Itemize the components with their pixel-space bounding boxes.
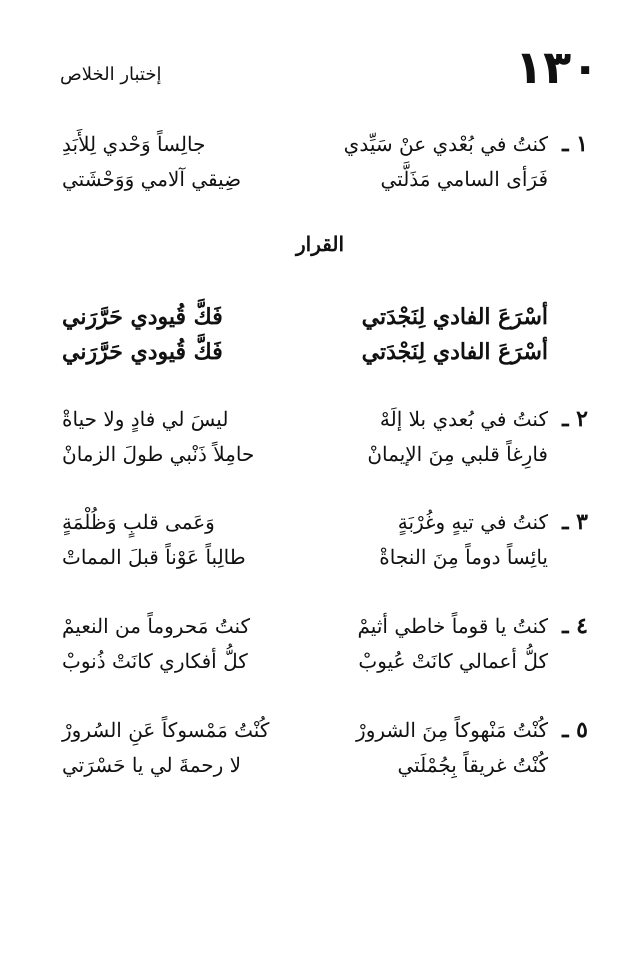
verse-5-line-1-left: كُنْتُ مَمْسوكاً عَنِ السُرورْ <box>62 718 270 742</box>
verse-5-line-2-right: كُنْتُ غريقاً بِجُمْلَتي <box>397 753 548 777</box>
verse-2-line-1-left: ليسَ لي فادٍ ولا حياةْ <box>62 407 229 431</box>
verse-1-line-2-left: ضِيقي آلامي وَوَحْشَتي <box>62 167 242 191</box>
verse-1-line-1-left: جالِساً وَحْدي لِلأَبَدِ <box>62 132 206 156</box>
verse-5-line-1-right: كُنْتُ مَنْهوكاً مِنَ الشرورْ <box>356 718 548 742</box>
verse-2-number: ٢ ـ <box>562 406 588 432</box>
verse-2-line-2-left: حامِلاً ذَنْبي طولَ الزمانْ <box>62 442 255 466</box>
chorus-line-2-left: فَكَّ قُيودي حَرَّرَني <box>62 339 223 365</box>
chorus-heading: القرار <box>295 232 345 256</box>
verse-4-number: ٤ ـ <box>562 613 588 639</box>
verse-2-line-2-right: فارِغاً قلبي مِنَ الإيمانْ <box>367 442 548 466</box>
chorus-line-1-left: فَكَّ قُيودي حَرَّرَني <box>62 304 223 330</box>
verse-1-number: ١ ـ <box>562 131 588 157</box>
verse-5-line-2-left: لا رحمةَ لي يا حَسْرَتي <box>62 753 242 777</box>
verse-4-line-1-right: كنتُ يا قوماً خاطي أثيمْ <box>357 614 548 638</box>
verse-4-line-2-right: كلُّ أعمالي كانَتْ عُيوبْ <box>358 649 548 673</box>
verse-1-line-1-right: كنتُ في بُعْدي عنْ سَيِّدي <box>343 132 548 156</box>
verse-3-line-1-left: وَعَمى قلبٍ وَظُلْمَةٍ <box>62 510 215 534</box>
verse-5-number: ٥ ـ <box>562 717 588 743</box>
verse-4-line-2-left: كلُّ أفكاري كانَتْ ذُنوبْ <box>62 649 248 673</box>
chorus-line-1-right: أسْرَعَ الفادي لِنَجْدَتي <box>361 304 548 330</box>
verse-3-line-1-right: كنتُ في تيهٍ وغُرْبَةٍ <box>397 510 548 534</box>
verse-3-number: ٣ ـ <box>562 509 588 535</box>
page-number: ١٣٠ <box>515 40 600 94</box>
verse-3-line-2-right: يائِساً دوماً مِنَ النجاةْ <box>379 545 548 569</box>
verse-4-line-1-left: كنتُ مَحروماً من النعيمْ <box>62 614 251 638</box>
chorus-line-2-right: أسْرَعَ الفادي لِنَجْدَتي <box>361 339 548 365</box>
verse-2-line-1-right: كنتُ في بُعدي بلا إلَهْ <box>379 407 548 431</box>
verse-1-line-2-right: فَرَأى السامي مَذَلَّتي <box>380 167 548 191</box>
verse-3-line-2-left: طالِباً عَوْناً قبلَ المماتْ <box>62 545 246 569</box>
running-title: إختبار الخلاص <box>60 64 162 85</box>
